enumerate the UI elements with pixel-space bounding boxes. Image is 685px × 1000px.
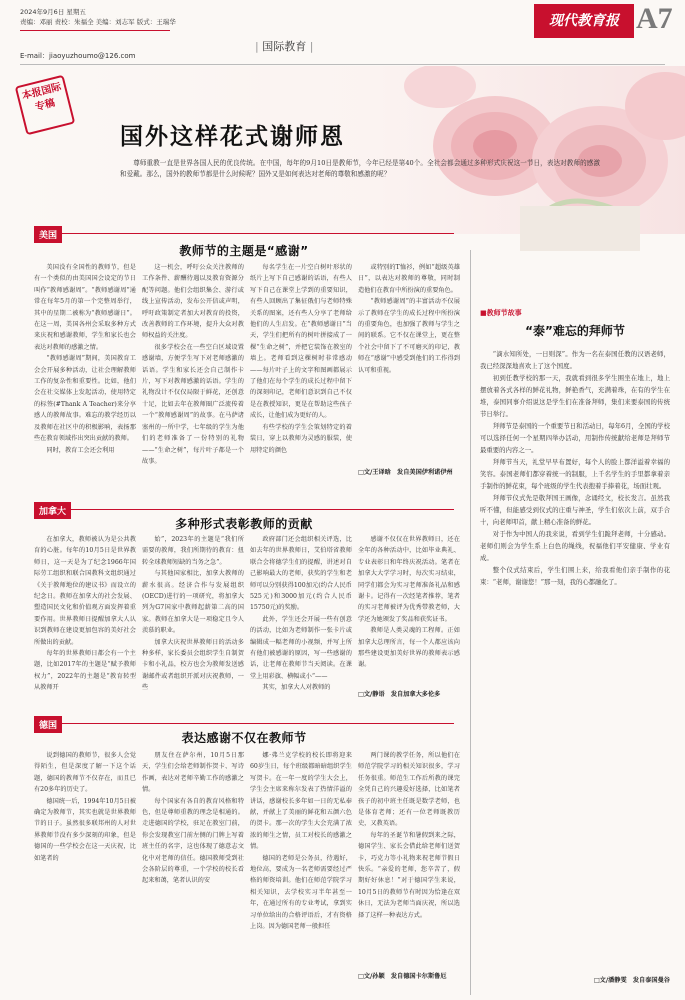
paragraph: 同时，教育工会还会利用 [46,446,115,454]
usa-column-3 [250,262,352,500]
masthead-rule [20,30,170,31]
paragraph: 此外，学生还会开展一些有创意的活动，比如为老师制作一张卡片或编辑成一幅老师的小视频，并写上所有他们被感谢的原因，写一些感谢的话，让老师在教师节当天阅读。在课堂上用彩旗、横幅或小“—— [250,615,352,680]
canada-column-3 [250,534,352,718]
germany-column-3 [250,750,352,990]
paragraph: 每年的世界教师日都会有一个主题，比如2017年的主题是“赋予教师权力”，2022年的主题是“教育转型从教师开 [34,650,136,692]
header-divider [20,64,665,65]
canada-column-2 [142,534,244,718]
paper-logo: 现代教育报 [534,4,634,38]
paragraph: 每年的圣诞节和暑假到来之际，德国学生、家长会借此给老师们送贺卡，巧克力等小礼物来祝老师节假日快乐。“亲爱的老师，您辛苦了，假期好好休息！”对于德国学生来说，10月5日的教师节有时因为恰逢在双休日，无法为老师当面庆祝，所以选择了这样一种表达方式。 [358,831,460,919]
paragraph: 德国统一后，1994年10月5日被确定为教师节，其实也就是世界教师节的日子。虽然很多联邦州的人对世界教师节没有多少深刻的印象，但是德国的一些学校会在这一天庆祝，比如笔者的 [34,797,136,862]
paragraph: 两门课的教学任务，所以他们在师范学院学习的相关知识很多，学习任务很重。师范生工作后所教的课完全凭自己的兴趣爱好选择，比如笔者孩子的初中班主任既是数学老师，也是体育老师；还有一位老师既教历史，又教英语。 [358,752,460,828]
germany-column-1 [34,750,136,990]
paragraph: 与其他国家相比，加拿大教师的薪水很高。经济合作与发展组织(OECD)进行的一项研究，将加拿大列为G7国家中教师起薪第二高的国家。教师在加拿大是一项稳定且令人羡慕的职业。 [142,570,244,635]
paragraph: 初到任教学校的那一天，我就看到很多学生围坐在地上，地上摆放着各式各样的鲜花礼物，鲜艳香气，充满着珠，在有的学生在堆，泰国同事介绍说这是学生们在准备拜师，集们来要泰国的传统节日举行。 [480,374,670,418]
germany-column-4 [358,750,460,968]
paragraph: 政府部门还会组织相关评选，比如去年的世界教师日，艾伯塔省教师联合会将德学生们的提醒，讲述对自己影响最大的老师，获奖的学生和老师可以分别获得100加元(约合人民币525元)和3000加元(约合人民币15750元)的奖励。 [250,536,352,612]
usa-column-1 [34,262,136,500]
paragraph: “教师感谢周”期间，美国教育工会会开展多种活动，让社会理解教师工作的复杂性和重要性。比如，他们会在社交媒体上发起活动，使用特定的标签(#Thank A Teacher)来分享感人的教师故事。难忘的教学经历以及教师在社区中的积极影响，表扬那些在教育领域作出突出贡献的教师。 [34,355,136,443]
usa-column-4 [358,262,460,462]
paragraph: 很多学校会在一些空白区域设置感谢墙，方便学生写下对老师感激的话语。学生和家长还会自己制作卡片，写下对教师感激的话语。学生的礼物没计不仅仅局限于鲜花，还创意十足，比如去年在教师圈广泛流传着一个“教师感谢周”的故事。在马萨诸塞州的一所中学，七年级的学生为他们的老师准备了一份特别的礼物——“生命之树”，每片叶子都是一个故事。 [142,343,244,465]
germany-column-2 [142,750,244,990]
feature-headline: 国外这样花式谢师恩 [120,124,345,150]
paragraph: 每个国家有各自的教育风格和特色，但是尊师重教的理念是相通的。走进德国的学校，驻足在教室门前，你会发现教室门前左侧的门牌上写着班主任的名字，这也体现了德意志文化中对老师的信任。德国教师受到社会各阶层的尊重，一个学校的校长看起来和蔼，笔者认识的安 [142,797,244,885]
paragraph: 加拿大庆祝世界教师日的活动多种多样，家长委员会组织学生自制贺卡和小礼品，校方也会为教师发送感谢邮件或者组织开派对庆祝教师，一些 [142,638,244,692]
feature-lead: 尊师重教一直是世界各国人民的优良传统。在中国，每年的9月10日是教师节，今年已经是第40个。全社会都会通过多种形式庆祝这一节日，表达对教师的感激和爱戴。那么，国外的教师节都是什么时候呢？国外又是如何表达对老师的尊敬和感激的呢？ [120,159,600,178]
canada-column-4 [358,534,460,684]
page-number: A7 [636,2,673,35]
canada-rule [34,509,454,510]
canada-section-tag: 加拿大 [34,502,71,519]
special-report-stamp: 本报国际专稿 [15,75,76,136]
paragraph: 其实，加拿大人对教师的 [262,684,331,692]
paragraph: 朋友住在萨尔州，10月5日那天，学生们会给老师制作贺卡、写诗作画，表达对老师辛勤工作的感激之情。 [142,752,244,794]
germany-section-title: 表达感谢不仅在教师节 [181,731,307,745]
paragraph: 拜师节当天，礼堂早早布置好，每个人的脸上都洋溢着幸福的笑容。泰国老师们都穿着统一的制服，上千名学生的手里都拿着亲手制作的鲜花束，每个班级的学生代表抱着手捧着花，场面壮观。 [480,458,670,490]
paragraph: 每名学生在一片空白树叶形状的纸片上写下自己感谢的话语，有些人写下自己在课堂上学到的重要知识，有些人回顾出了集征俄们与老师特殊关系的图案，还有些人分享了老师给他们的人生启发。在“教师感谢日”当天，学生们把所有的树叶拼接成了一棵“生命之树”，并把它装饰在教室的墙上。老师看到这棵树时非常感动——每片叶子上的文字和图画都展示了他们在每个学生的成长过程中留下的深刻印记，老师们意识到自己不仅是在教授知识，更是在帮助这些孩子成长，让他们成为更好的人。 [250,264,352,420]
paragraph: 美国没有全国性的教师节，但是有一个类似的由美国国会设定的节日叫作“教师感谢周”。“教师感谢周”通常在每年5月的第一个完整周举行，其中的星期二被称为“教师感谢日”。在这一周，美国各州会采取多种方式来庆祝和感谢教师，学生和家长也会表达对教师的感激之情。 [34,264,136,351]
story-byline: □文/潘静雯 发自泰国曼谷 [593,977,670,984]
paragraph: 始”，2023年的主题是“我们所需要的教师，我们所期待的教育：扭转全球教师短缺的当务之急”。 [142,536,244,566]
story-label: ■教师节故事 [480,309,522,317]
germany-section-tag: 德国 [34,716,62,733]
usa-section-title: 教师节的主题是“感谢” [179,244,309,258]
section-bar-right: | [309,40,314,53]
germany-byline: □文/孙颖 发自德国卡尔斯鲁厄 [358,973,447,980]
paragraph: “教师感谢周”的丰富活动不仅展示了教师在学生的成长过程中所扮演的重要角色，也加强了教师与学生之间的联系。它不仅在课堂上，更在整个社会中留下了不可磨灭的印记，教师在“感谢”中感受到他们的工作得到认可和重视。 [358,298,460,374]
canada-column-1 [34,534,136,718]
paragraph: 说到德国的教师节，很多人会觉得陌生，但是深度了解一下这个话题，德国的教师节不仅存在，而且已有20多年的历史了。 [34,752,136,794]
usa-column-2 [142,262,244,500]
sidebar-divider [470,250,471,995]
paragraph: 或特别的T恤衫，例如“超级英雄日”，以表达对教师的尊敬，同时制造他们在教育中所扮演的重要角色。 [358,264,460,294]
germany-rule [34,723,454,724]
story-body [480,348,670,970]
usa-section-tag: 美国 [34,226,62,243]
section-name-wrap [255,38,313,54]
usa-byline: □文/王译晗 发自美国伊利诺伊州 [358,469,453,476]
paragraph: 整个仪式结束后，学生们围上来，给我看他们亲手制作的花束：“老师，谢谢您！”那一刻，我的心都融化了。 [480,566,670,586]
paragraph: 教师是人类灵魂的工程师。正如加拿大总理所言，每一个人都应该向那些建设更加美好世界的教师表示感谢。 [358,627,460,669]
paragraph: 对于作为中国人的我来说，看到学生们跪拜老师，十分感动。老师们则会为学生系上白色的绳线，祝福他们平安健康、学业有成。 [480,530,670,562]
contact-email: E-mail：jiaoyuzhoumo@126.com [20,52,136,60]
section-name: 国际教育 [262,40,307,53]
paragraph: 在加拿大，教师被认为是公共教育的心脏。每年的10月5日是世界教师日，这一天是为了纪念1966年国际劳工组织和联合国教科文组织通过《关于教师地位的建议书》而设立的纪念日。教师在加拿大的社会发展、塑造国民文化和价值观方面发挥着重要作用。世界教师日提醒加拿大人认识到教师在建设更加包容的美好社会所做出的贡献。 [34,536,136,646]
paragraph: 有些学校的学生会策划特定的着装日，穿上以教师为灵感的服装，使用特定的颜色 [250,423,352,454]
issue-date: 2024年9月6日 星期五 [20,8,86,16]
canada-section-title: 多种形式表彰教师的贡献 [175,517,313,531]
paragraph: 德国的老师是公务员，待遇好，地位高，要成为一名老师需要经过严格的师资培训。他们在师范学院学习相关知识，去学校实习半年甚至一年，在通过所有的专业考试，拿到实习单位给出的合格评语后，才有资格上岗。因为德国老师一般担任 [250,854,352,931]
paragraph: 这一机会，呼吁公众关注教师的工作条件、薪酬待遇以及教育资源分配等问题。他们会组织集会、游行或线上宣传活动，发布公开信或声明，呼吁政策制定者加大对教育的投资，改善教师的工作环境，提升大众对教师权益的关注度。 [142,264,244,340]
paragraph: 拜师节是泰国的一个重要节日和活动日，每年6月，全国的学校可以选择任何一个星期四举办活动，用制作传统献给老师是拜师节最重要的内容之一。 [480,422,670,454]
paragraph: 娜·弗兰克学校的校长即将迎来60岁生日，每个班级都暗暗组织学生写贺卡。在一年一度的学生大会上，学生会主席来称尔发表了热情洋溢的讲话，感谢校长多年如一日的无私奉献，并献上了美丽的鲜花和五颜六色的贺卡。那一次的学生大会充满了浓浓的师生之情，员工对校长的感激之情。 [250,752,352,851]
story-title: “泰”难忘的拜师节 [525,324,625,338]
canada-byline: □文/静语 发自加拿大多伦多 [358,691,441,698]
paragraph: 感谢不仅仅在世界教师日，还在全年的各种活动中，比如毕业典礼、专业表彰日和年终庆祝活动。笔者在加拿大大学学习时，每次实习结束，同学们都会为实习老师准备礼品和感谢卡。记得有一次经笔者推荐，笔者的实习老师被评为优秀带教老师，大学还为她颁发了奖品和获奖证书。 [358,536,460,623]
paragraph: “滴水知所处，一日则深”。作为一名在泰国任教的汉语老师，我已经深深地喜欢上了这个国度。 [480,350,670,370]
usa-rule [34,233,454,234]
editor-credits: 责编：邓丽 责校：朱福全 美编：刘志军 版式：王瑞华 [20,18,176,26]
section-bar-left: | [255,40,259,53]
paragraph: 拜师节仪式先是敬拜国王画像，念诵经文，校长发言。虽然我听不懂，但能感受到仪式的庄重与神圣，学生们依次上前，双手合十，向老师叩首，献上精心准备的鲜花。 [480,494,670,526]
